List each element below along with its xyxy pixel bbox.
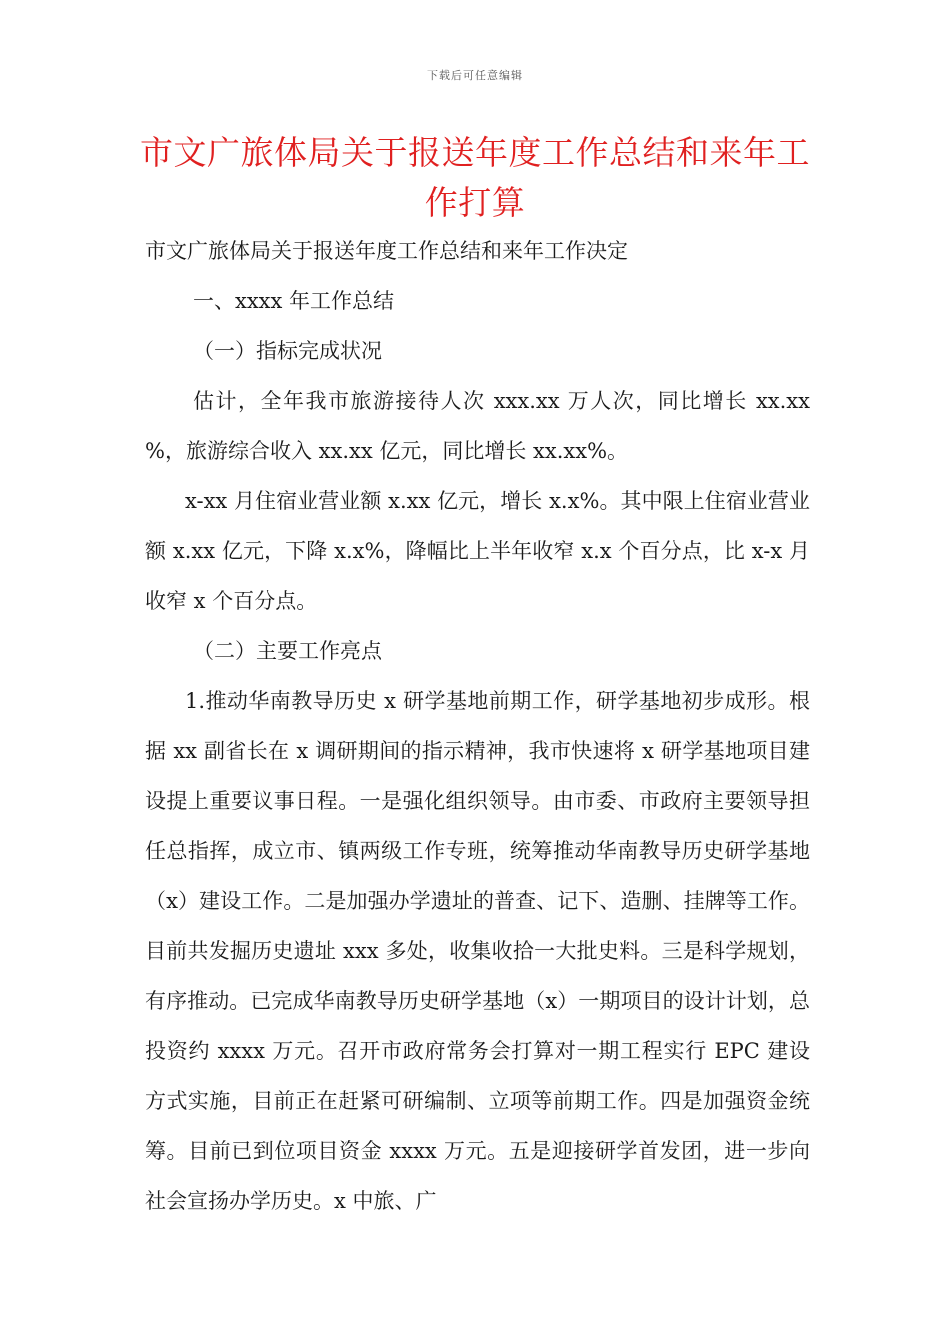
paragraph-2: x-xx 月住宿业营业额 x.xx 亿元，增长 x.x%。其中限上住宿业营业额 x.xx 亿元，下降 x.x%，降幅比上半年收窄 x.x 个百分点，比 x-x 月收窄 x 个百分点。 [145, 489, 810, 613]
header-note: 下载后可任意编辑 [427, 69, 523, 82]
document-body [145, 226, 810, 1226]
subsection-heading-2: （二）主要工作亮点 [193, 639, 382, 663]
paragraph-1: 估计，全年我市旅游接待人次 xxx.xx 万人次，同比增长 xx.xx %，旅游综合收入 xx.xx 亿元，同比增长 xx.xx%。 [145, 389, 810, 463]
document-title: 市文广旅体局关于报送年度工作总结和来年工作打算 [140, 133, 810, 222]
document-subtitle: 市文广旅体局关于报送年度工作总结和来年工作决定 [145, 239, 628, 263]
subsection-heading-1: （一）指标完成状况 [193, 339, 382, 363]
paragraph-3: 1.推动华南教导历史 x 研学基地前期工作，研学基地初步成形。根据 xx 副省长在 x 调研期间的指示精神，我市快速将 x 研学基地项目建设提上重要议事日程。一是强化组织领导。由市委、市政府主要领导担任总指挥，成立市、镇两级工作专班，统筹推动华南教导历史研学基地（x）建设工作。二是加强办学遗址的普查、记下、造删、挂牌等工作。目前共发掘历史遗址 xxx 多处，收集收拾一大批史料。三是科学规划，有序推动。已完成华南教导历史研学基地（x）一期项目的设计计划，总投资约 xxxx 万元。召开市政府常务会打算对一期工程实行 EPC 建设方式实施，目前正在赶紧可研编制、立项等前期工作。四是加强资金统筹。目前已到位项目资金 xxxx 万元。五是迎接研学首发团，进一步向社会宣扬办学历史。x 中旅、广 [145, 689, 810, 1213]
section-heading-1: 一、xxxx 年工作总结 [193, 289, 395, 313]
